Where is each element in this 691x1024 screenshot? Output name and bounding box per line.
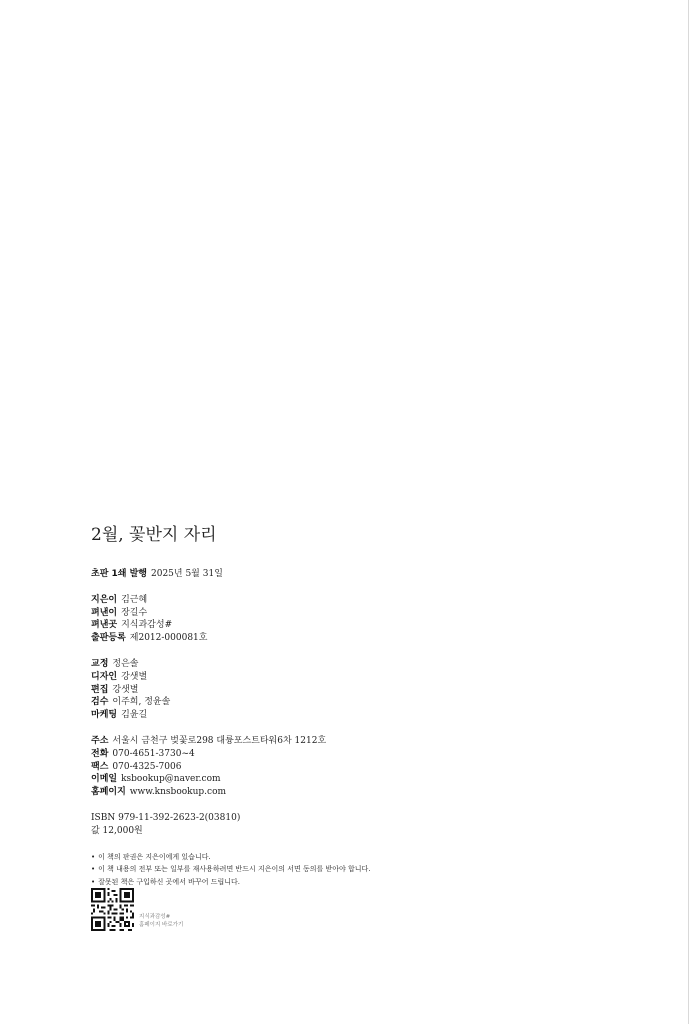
registration-value: 제2012-000081호 — [129, 633, 208, 644]
email-value: ksbookup@naver.com — [121, 774, 221, 785]
address-value: 서울시 금천구 벚꽃로298 대륭포스트타워6차 1212호 — [112, 735, 327, 746]
qr-code-icon — [91, 888, 134, 931]
design-line — [91, 671, 651, 684]
phone-value: 070-4651-3730~4 — [112, 748, 195, 759]
notice-item: • 이 책의 판권은 지은이에게 있습니다. — [91, 852, 211, 861]
publisher-label: 펴낸이 — [91, 607, 118, 618]
qr-block — [91, 888, 183, 931]
marketing-label: 마케팅 — [91, 710, 118, 721]
notice-text: 잘못된 책은 구입하신 곳에서 바꾸어 드립니다. — [98, 877, 240, 886]
email-line — [91, 773, 651, 786]
publishing-house-value: 지식과감성# — [121, 620, 173, 631]
proofreading-line — [91, 658, 651, 671]
isbn-group — [91, 812, 651, 838]
phone-label: 전화 — [91, 748, 109, 759]
editing-label: 편집 — [91, 684, 109, 695]
design-value: 강샛별 — [121, 671, 148, 682]
author-line — [91, 594, 651, 607]
notice-item: • 잘못된 책은 구입하신 곳에서 바꾸어 드립니다. — [91, 877, 240, 886]
registration-label: 출판등록 — [91, 633, 126, 644]
homepage-label: 홈페이지 — [91, 787, 126, 798]
fax-line — [91, 761, 651, 774]
notice-list — [91, 851, 651, 889]
editing-value: 강샛별 — [112, 684, 139, 695]
notice-text: 이 책의 판권은 지은이에게 있습니다. — [98, 852, 211, 861]
phone-line — [91, 748, 651, 761]
marketing-value: 김윤길 — [121, 710, 148, 721]
email-label: 이메일 — [91, 774, 118, 785]
review-value: 이주희, 정윤솔 — [112, 697, 171, 708]
fax-value: 070-4325-7006 — [112, 761, 182, 772]
edition-label: 초판 1쇄 발행 — [91, 569, 147, 579]
notice-item: • 이 책 내용의 전부 또는 일부를 재사용하려면 반드시 지은이의 서면 동의를 받아야 합니다. — [91, 865, 371, 874]
author-value: 김근혜 — [121, 594, 148, 605]
address-label: 주소 — [91, 735, 109, 746]
isbn-line: ISBN 979-11-392-2623-2(03810) — [91, 812, 241, 823]
editing-line — [91, 684, 651, 697]
book-title: 2월, 꽃반지 자리 — [91, 525, 217, 545]
fax-label: 팩스 — [91, 761, 109, 772]
homepage-value: www.knsbookup.com — [129, 787, 227, 798]
marketing-line — [91, 709, 651, 722]
edition-group — [91, 568, 651, 581]
review-line — [91, 696, 651, 709]
homepage-line — [91, 786, 651, 799]
contact-group — [91, 735, 651, 799]
price-line: 값 12,000원 — [91, 825, 143, 836]
design-label: 디자인 — [91, 671, 118, 682]
page-edge-divider — [688, 0, 689, 1024]
edition-line — [91, 568, 651, 581]
proofreading-label: 교정 — [91, 658, 109, 669]
notice-text: 이 책 내용의 전부 또는 일부를 재사용하려면 반드시 지은이의 서면 동의를 받아야 합니다. — [98, 865, 371, 874]
colophon — [91, 524, 651, 888]
publisher-line — [91, 607, 651, 620]
edition-value: 2025년 5월 31일 — [151, 569, 223, 579]
publishing-group — [91, 594, 651, 645]
author-label: 지은이 — [91, 594, 118, 605]
publishing-house-line — [91, 619, 651, 632]
staff-group — [91, 658, 651, 722]
proofreading-value: 정은솔 — [112, 658, 139, 669]
publishing-house-label: 펴낸곳 — [91, 620, 118, 631]
registration-line — [91, 632, 651, 645]
qr-caption — [139, 914, 183, 929]
review-label: 검수 — [91, 697, 109, 708]
qr-caption-homepage-link: 홈페이지 바로가기 — [139, 921, 184, 928]
qr-caption-publisher: 지식과감성# — [139, 914, 171, 920]
publisher-value: 장길수 — [121, 607, 148, 618]
address-line — [91, 735, 651, 748]
